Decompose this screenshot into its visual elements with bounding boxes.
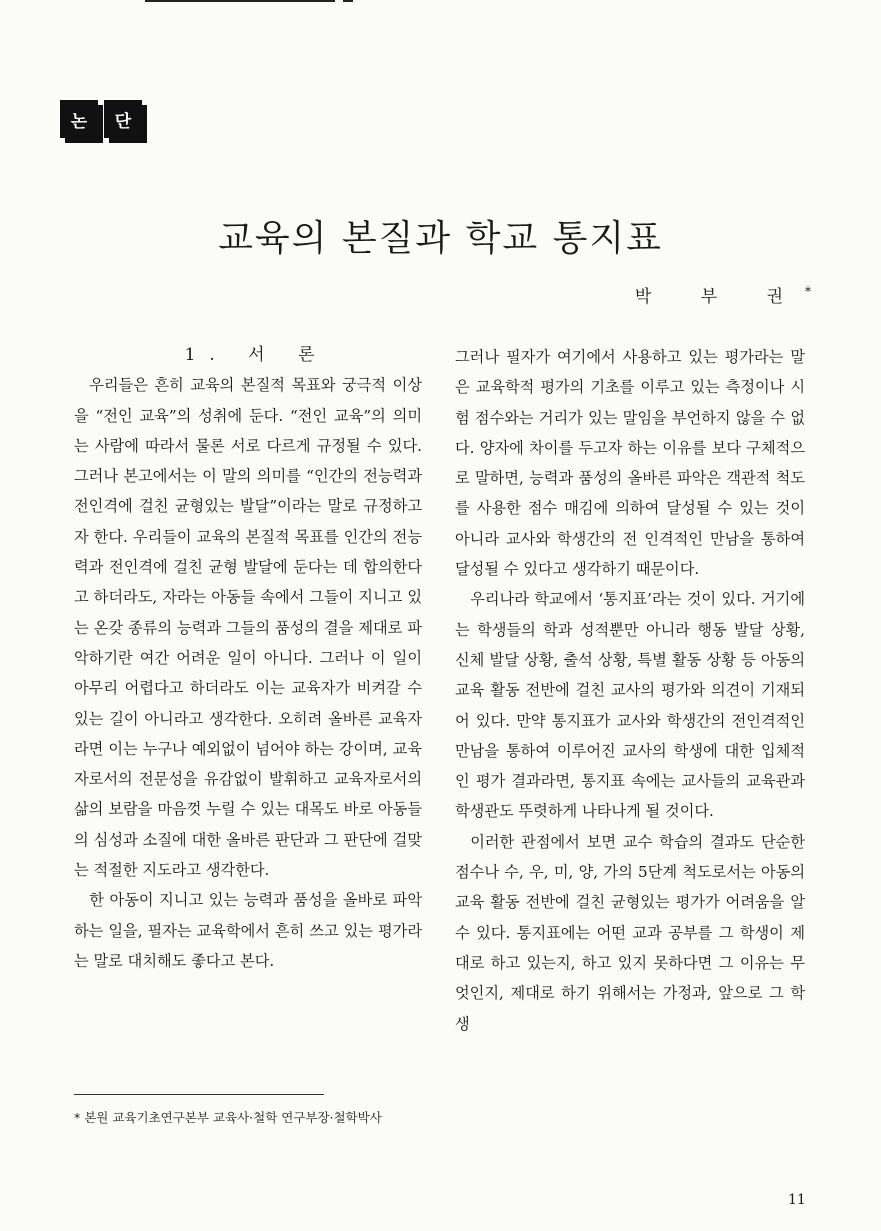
author bbox=[635, 282, 811, 307]
author-name: 박 부 권 bbox=[634, 287, 805, 307]
paragraph: 이러한 관점에서 보면 교수 학습의 결과도 단순한 점수나 수, 우, 미, 양, 가의 5단계 척도로서는 아동의 교육 활동 전반에 걸친 균형있는 평가가 어려움을 알 수 있다. 통지표에는 어떤 교과 공부를 그 학생이 제대로 하고 있는지, 하고 있지 못하다면 그 이유는 무엇인지, 제대로 하기 위해서는 가정과, 앞으로 그 학생 bbox=[455, 832, 805, 1033]
top-rule bbox=[145, 0, 335, 2]
section-badge bbox=[60, 100, 148, 138]
left-column bbox=[74, 340, 422, 976]
top-rule-short bbox=[343, 0, 353, 2]
article-title: 교육의 본질과 학교 통지표 bbox=[218, 218, 663, 260]
badge-char-2: 단 bbox=[104, 100, 142, 138]
badge-char-1: 논 bbox=[60, 100, 98, 138]
footnote-divider bbox=[74, 1094, 324, 1095]
page-number: 11 bbox=[788, 1192, 806, 1208]
paragraph: 우리나라 학교에서 ‘통지표’라는 것이 있다. 거기에는 학생들의 학과 성적뿐만 아니라 행동 발달 상황, 신체 발달 상황, 출석 상황, 특별 활동 상황 등 아동의 교육 활동 전반에 걸친 교사의 평가와 의견이 기재되어 있다. 만약 통지표가 교사와 학생간의 전인격적인 만남을 통하여 이루어진 교사의 학생에 대한 입체적인 평가 결과라면, 통지표 속에는 교사들의 교육관과 학생관도 뚜렷하게 나타나게 될 것이다. bbox=[455, 590, 805, 821]
right-column bbox=[455, 342, 805, 1039]
author-footnote-mark: * bbox=[805, 284, 811, 299]
footnote: * 본원 교육기초연구본부 교육사·철학 연구부장·철학박사 bbox=[74, 1110, 382, 1125]
paragraph: 우리들은 흔히 교육의 본질적 목표와 궁극적 이상을 “전인 교육”의 성취에 둔다. “전인 교육”의 의미는 사람에 따라서 물론 서로 다르게 규정될 수 있다. 그러나 본고에서는 이 말의 의미를 “인간의 전능력과 전인격에 걸친 균형있는 발달”이라는 말로 규정하고자 한다. 우리들이 교육의 본질적 목표를 인간의 전능력과 전인격에 걸친 균형 발달에 둔다는 데 합의한다고 하더라도, 자라는 아동들 속에서 그들이 지니고 있는 온갖 종류의 능력과 그들의 품성의 결을 제대로 파악하기란 여간 어려운 일이 아니다. 그러나 이 일이 아무리 어렵다고 하더라도 이는 교육자가 비켜갈 수 있는 길이 아니라고 생각한다. 오히려 올바른 교육자라면 이는 누구나 예외없이 넘어야 하는 강이며, 교육자로서의 전문성을 유감없이 발휘하고 교육자로서의 삶의 보람을 마음껏 누릴 수 있는 대목도 바로 아동들의 심성과 소질에 대한 올바른 판단과 그 판단에 걸맞는 적절한 지도라고 생각한다. bbox=[74, 376, 422, 880]
section-heading: 1. 서 론 bbox=[184, 345, 329, 365]
paragraph: 한 아동이 지니고 있는 능력과 품성을 올바로 파악하는 일을, 필자는 교육학에서 흔히 쓰고 있는 평가라는 말로 대치해도 좋다고 본다. bbox=[74, 891, 422, 970]
paragraph: 그러나 필자가 여기에서 사용하고 있는 평가라는 말은 교육학적 평가의 기초를 이루고 있는 측정이나 시험 점수와는 거리가 있는 말임을 부언하지 않을 수 없다. 양자에 차이를 두고자 하는 이유를 보다 구체적으로 말하면, 능력과 품성의 올바른 파악은 객관적 척도를 사용한 점수 매김에 의하여 달성될 수 있는 것이 아니라 교사와 학생간의 전 인격적인 만남을 통하여 달성될 수 있다고 생각하기 때문이다. bbox=[455, 348, 805, 579]
